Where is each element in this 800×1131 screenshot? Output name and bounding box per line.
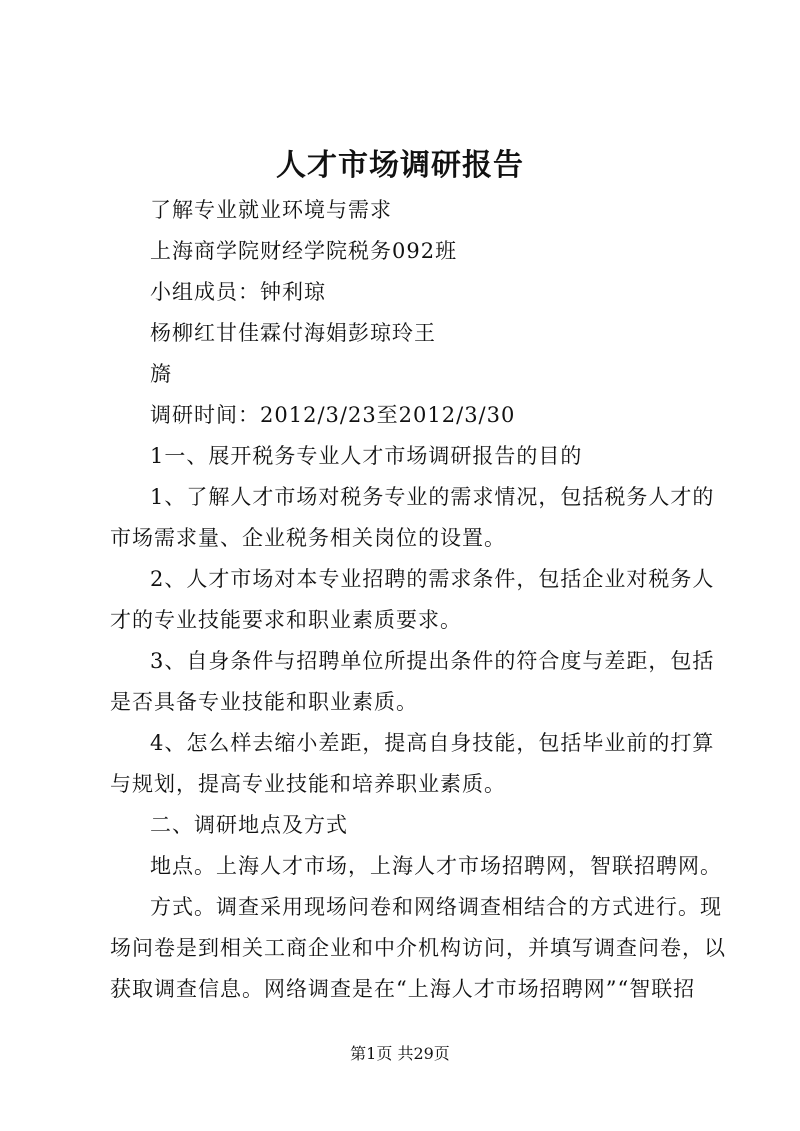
document-body: [110, 190, 726, 1010]
text-line: 2、人才市场对本专业招聘的需求条件，包括企业对税务人: [150, 567, 715, 591]
text-line: 二、调研地点及方式: [150, 813, 348, 837]
text-line: 上海商学院财经学院税务092班: [150, 239, 458, 263]
text-line: 3、自身条件与招聘单位所提出条件的符合度与差距，包括: [150, 649, 715, 673]
text-line: 了解专业就业环境与需求: [150, 198, 392, 222]
text-line: 1一、展开税务专业人才市场调研报告的目的: [150, 444, 583, 468]
text-line: 小组成员：钟利琼: [150, 280, 326, 304]
text-line: 旖: [150, 362, 172, 386]
text-line: 方式。调查采用现场问卷和网络调查相结合的方式进行。现: [150, 895, 722, 919]
text-line: 才的专业技能要求和职业素质要求。: [110, 608, 462, 632]
text-line: 地点。上海人才市场，上海人才市场招聘网，智联招聘网。: [150, 854, 722, 878]
text-line: 是否具备专业技能和职业素质。: [110, 690, 418, 714]
text-line: 调研时间：2012/3/23至2012/3/30: [150, 403, 516, 427]
text-line: 市场需求量、企业税务相关岗位的设置。: [110, 526, 506, 550]
text-line: 与规划，提高专业技能和培养职业素质。: [110, 772, 506, 796]
document-title: 人才市场调研报告: [276, 148, 524, 183]
text-line: 4、怎么样去缩小差距，提高自身技能，包括毕业前的打算: [150, 731, 715, 755]
text-line: 场问卷是到相关工商企业和中介机构访问，并填写调查问卷，以: [110, 936, 726, 960]
text-line: 杨柳红甘佳霖付海娟彭琼玲王: [150, 321, 436, 345]
text-line: 1、了解人才市场对税务专业的需求情况，包括税务人才的: [150, 485, 715, 509]
page-footer: 第1页 共29页: [350, 1044, 450, 1063]
text-line: 获取调查信息。网络调查是在“上海人才市场招聘网”“智联招: [110, 977, 696, 1001]
